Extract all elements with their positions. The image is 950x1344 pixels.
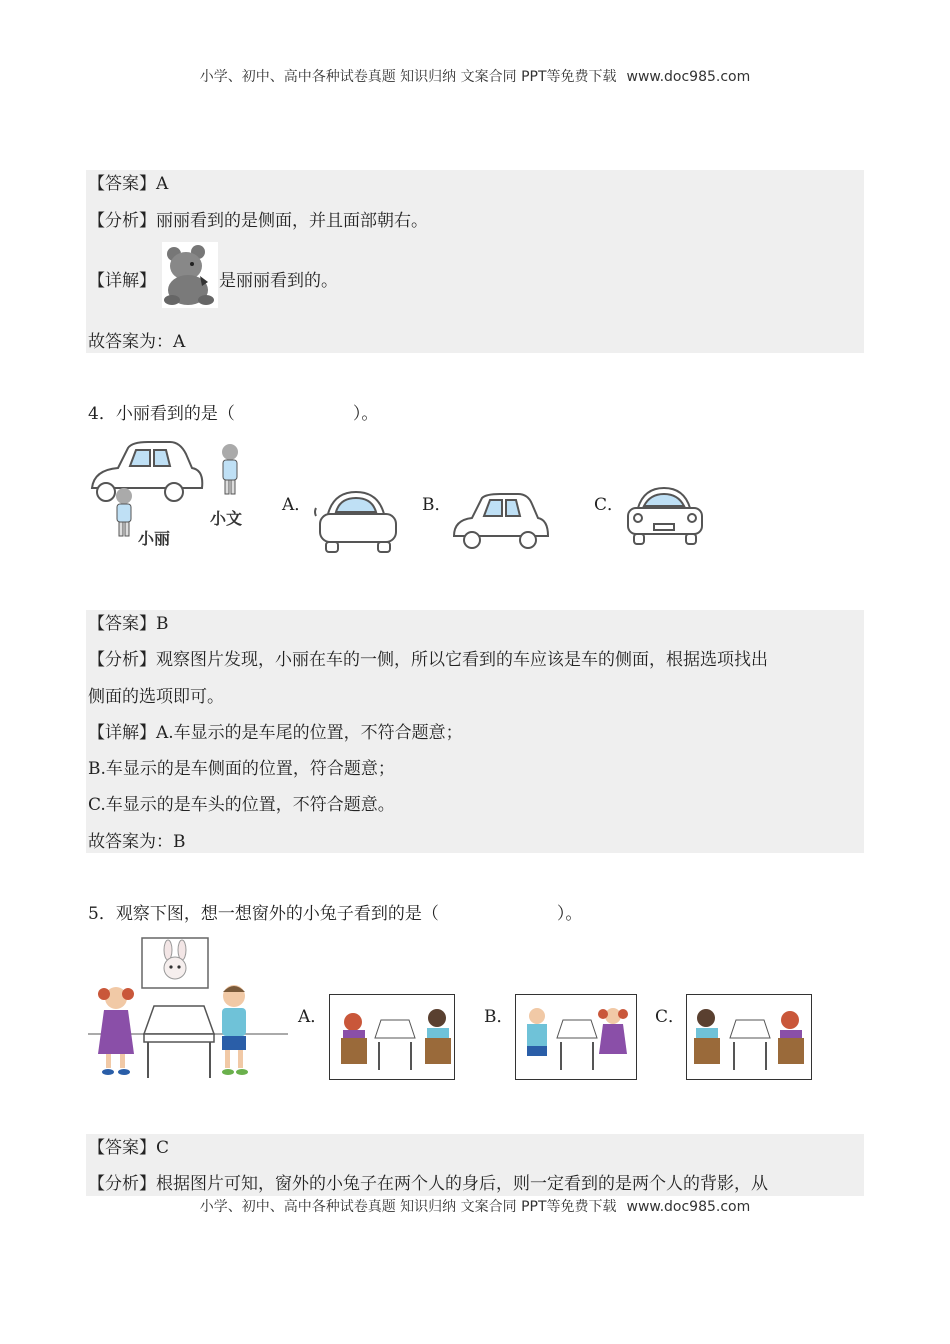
bear-image xyxy=(162,242,218,308)
footer-text: 小学、初中、高中各种试卷真题 知识归纳 文案合同 PPT等免费下载 xyxy=(199,1199,617,1215)
analysis-4-line1: 【分析】观察图片发现，小丽在车的一侧，所以它看到的车应该是车的侧面，根据选项找出 xyxy=(88,650,768,670)
footer-site: www.doc985.com xyxy=(626,1199,751,1215)
q5-scene xyxy=(88,936,288,1082)
page-header xyxy=(0,66,950,86)
analysis-5: 【分析】根据图片可知，窗外的小兔子在两个人的身后，则一定看到的是两个人的背影，从 xyxy=(88,1174,768,1194)
answer-4: 【答案】B xyxy=(88,614,169,634)
question-4-end: ）。 xyxy=(352,404,379,424)
detail-4-line3: C.车显示的是车头的位置，不符合题意。 xyxy=(88,795,395,815)
q5-option-b: B． xyxy=(484,1007,514,1027)
question-5 xyxy=(88,902,582,926)
car-front-image xyxy=(624,486,706,548)
conclusion-3: 故答案为：A xyxy=(88,332,186,352)
header-site: www.doc985.com xyxy=(626,69,751,85)
detail-4-line1: 【详解】A.车显示的是车尾的位置，不符合题意； xyxy=(88,723,463,743)
q5-option-a: A． xyxy=(298,1007,328,1027)
car-side-image xyxy=(452,492,550,552)
label-xiaowen: 小文 xyxy=(210,509,243,528)
q4-scene xyxy=(88,440,258,552)
q5-option-a-image xyxy=(329,994,455,1080)
detail-4-line2: B.车显示的是车侧面的位置，符合题意； xyxy=(88,759,395,779)
detail-3-prefix: 【详解】 xyxy=(88,271,156,291)
header-text: 小学、初中、高中各种试卷真题 知识归纳 文案合同 PPT等免费下载 xyxy=(199,69,617,85)
q5-option-b-image xyxy=(515,994,637,1080)
question-4-stem: 4．小丽看到的是（ xyxy=(88,404,235,424)
q4-option-b: B． xyxy=(422,495,452,515)
conclusion-4: 故答案为：B xyxy=(88,832,186,852)
analysis-3: 【分析】丽丽看到的是侧面，并且面部朝右。 xyxy=(88,211,428,231)
question-5-end: ）。 xyxy=(556,904,583,924)
question-5-stem: 5．观察下图，想一想窗外的小兔子看到的是（ xyxy=(88,904,439,924)
question-4 xyxy=(88,402,378,426)
answer-5: 【答案】C xyxy=(88,1138,170,1158)
page-footer xyxy=(0,1196,950,1216)
q5-option-c-image xyxy=(686,994,812,1080)
q4-option-c: C． xyxy=(594,495,625,515)
answer-3: 【答案】A xyxy=(88,174,169,194)
car-rear-image xyxy=(312,490,402,554)
q5-option-c: C． xyxy=(655,1007,686,1027)
analysis-4-line2: 侧面的选项即可。 xyxy=(88,687,224,707)
q4-option-a: A． xyxy=(282,495,312,515)
label-xiaoli: 小丽 xyxy=(138,529,171,548)
detail-3-suffix: 是丽丽看到的。 xyxy=(219,271,338,291)
